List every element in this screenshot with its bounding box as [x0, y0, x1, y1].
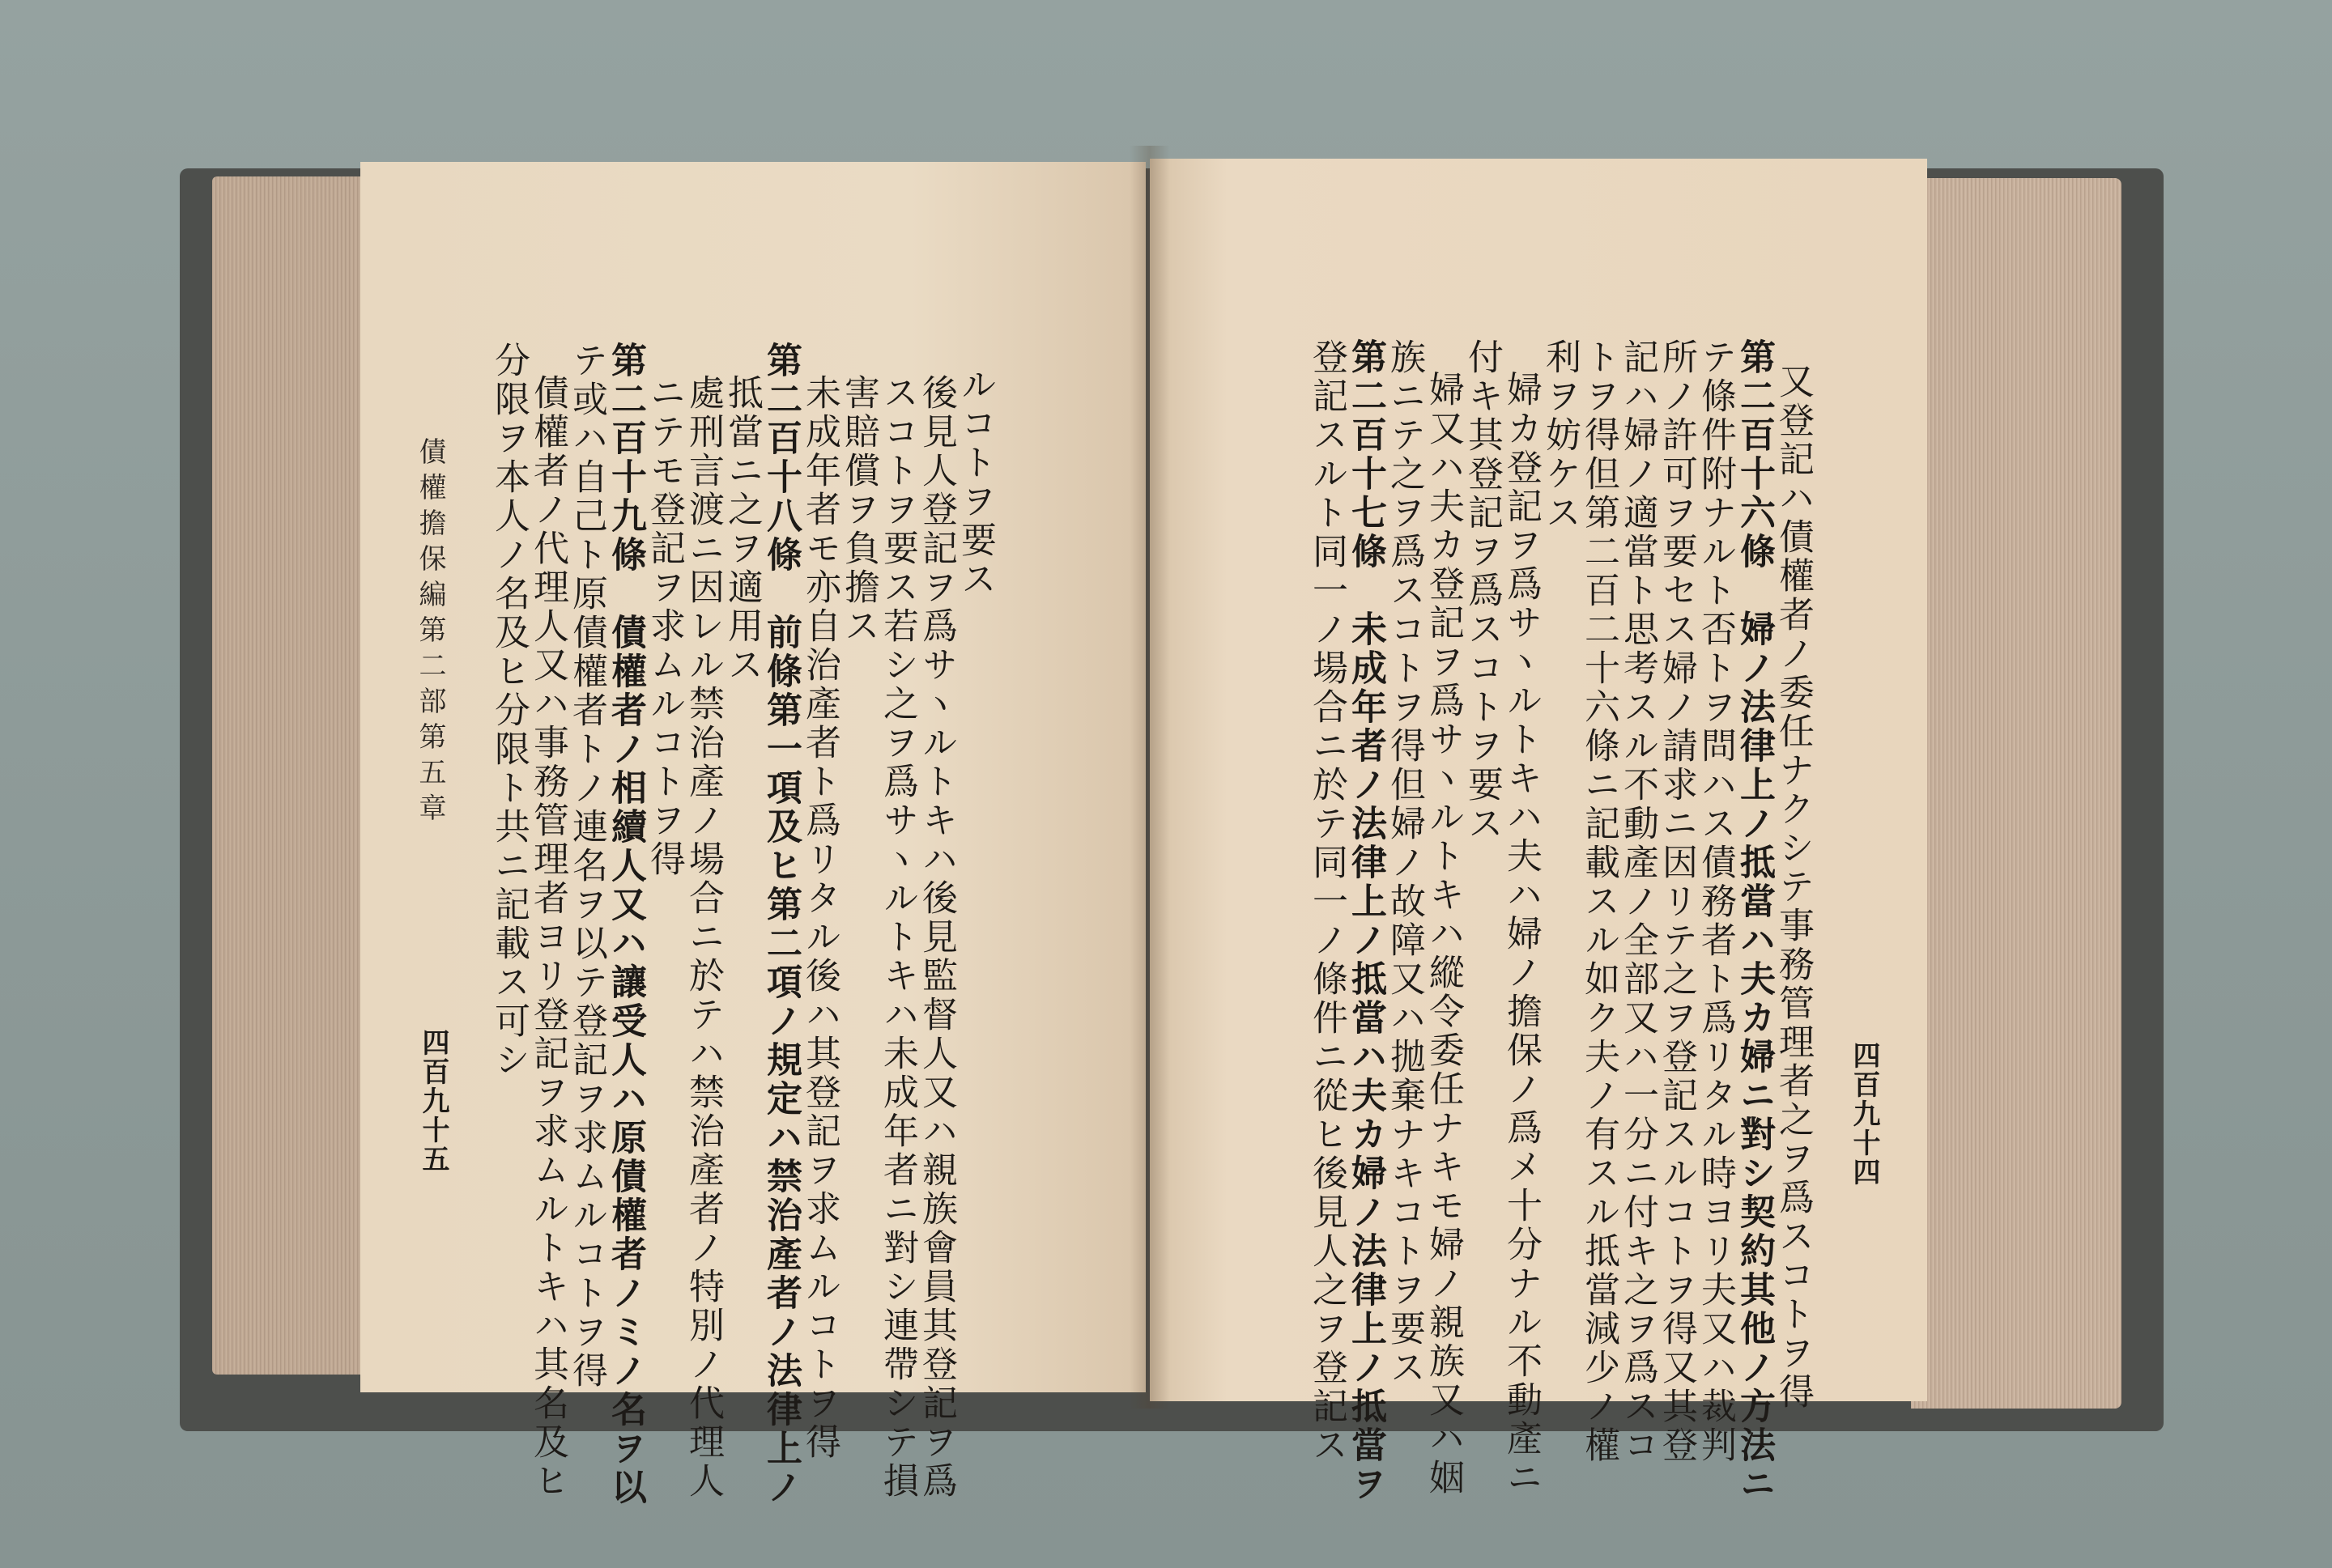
- left-text-column: 抵當ニ之ヲ適用ス: [721, 374, 763, 685]
- right-text-column: 婦又ハ夫カ登記ヲ爲サヽルトキハ縱令委任ナキモ婦ノ親族又ハ姻: [1423, 371, 1464, 1498]
- right-article-column: 第二百十七條 未成年者ノ法律上ノ抵當ハ夫カ婦ノ法律上ノ抵當ヲ: [1345, 338, 1386, 1504]
- right-text-column: トヲ得但第二百二十六條ニ記載スル如ク夫ノ有スル抵當減少ノ權: [1578, 338, 1619, 1465]
- left-page: [360, 162, 1146, 1507]
- left-text-column: テ或ハ自己ト原債權者トノ連名ヲ以テ登記ヲ求ムルコトヲ得: [566, 342, 607, 1391]
- left-text-column: ルコトヲ要ス: [955, 366, 996, 599]
- right-text-column: テ條件附ナルト否トヲ問ハス債務者ト爲リタル時ヨリ夫又ハ裁判: [1695, 338, 1736, 1465]
- right-text-column: 記ハ婦ノ適當ト思考スル不動產ノ全部又ハ一分ニ付キ之ヲ爲スコ: [1617, 338, 1658, 1465]
- page-number-left: 四百九十五: [417, 1028, 449, 1174]
- left-text-column: 害賠償ヲ負擔ス: [838, 374, 879, 646]
- left-article-column: 第二百十九條 債權者ノ相續人又ハ讓受人ハ原債權者ノミノ名ヲ以: [605, 342, 646, 1507]
- right-text-column: 所ノ許可ヲ要セス婦ノ請求ニ因リテ之ヲ登記スルコトヲ得又其登: [1656, 338, 1697, 1465]
- right-text-column: 又登記ハ債權者ノ委任ナクシテ事務管理者之ヲ爲スコトヲ得: [1772, 363, 1814, 1412]
- left-text-column: 債權者ノ代理人又ハ事務管理者ヨリ登記ヲ求ムルトキハ其名及ヒ: [527, 374, 568, 1501]
- left-text-column: 處刑言渡ニ因レル禁治產ノ場合ニ於テハ禁治產者ノ特別ノ代理人: [683, 374, 724, 1501]
- right-text-column: 婦カ登記ヲ爲サヽルトキハ夫ハ婦ノ擔保ノ爲メ十分ナル不動產ニ: [1500, 371, 1542, 1498]
- page-number-right: 四百九十四: [1848, 1041, 1880, 1187]
- running-head: 債權擔保編第二部第五章: [414, 437, 446, 829]
- book-gutter: [1130, 146, 1170, 1409]
- left-text-column: スコトヲ要ス若シ之ヲ爲サヽルトキハ未成年者ニ對シ連帶シテ損: [877, 374, 918, 1501]
- right-page: [1150, 159, 1927, 1504]
- left-text-column: 分限ヲ本人ノ名及ヒ分限ト共ニ記載ス可シ: [488, 342, 530, 1080]
- right-page-edges: [1911, 178, 2121, 1409]
- left-page-edges: [212, 176, 366, 1375]
- left-article-column: 第二百十八條 前條第一項及ヒ第二項ノ規定ハ禁治產者ノ法律上ノ: [760, 342, 802, 1507]
- right-article-column: 第二百十六條 婦ノ法律上ノ抵當ハ夫カ婦ニ對シ契約其他ノ方法ニ: [1734, 338, 1775, 1504]
- right-text-column: 付キ其登記ヲ爲スコトヲ要ス: [1462, 338, 1503, 843]
- left-text-column: 未成年者モ亦自治產者ト爲リタル後ハ其登記ヲ求ムルコトヲ得: [799, 374, 840, 1462]
- left-text-column: ニテモ登記ヲ求ムルコトヲ得: [644, 374, 685, 879]
- right-text-column: 登記スルト同一ノ場合ニ於テ同一ノ條件ニ從ヒ後見人之ヲ登記ス: [1306, 338, 1347, 1465]
- left-text-column: 後見人登記ヲ爲サヽルトキハ後見監督人又ハ親族會員其登記ヲ爲: [916, 374, 957, 1501]
- right-text-column: 利ヲ妨ケス: [1539, 338, 1581, 533]
- right-text-column: 族ニテ之ヲ爲スコトヲ得但婦ノ故障又ハ拋棄ナキコトヲ要ス: [1384, 338, 1425, 1387]
